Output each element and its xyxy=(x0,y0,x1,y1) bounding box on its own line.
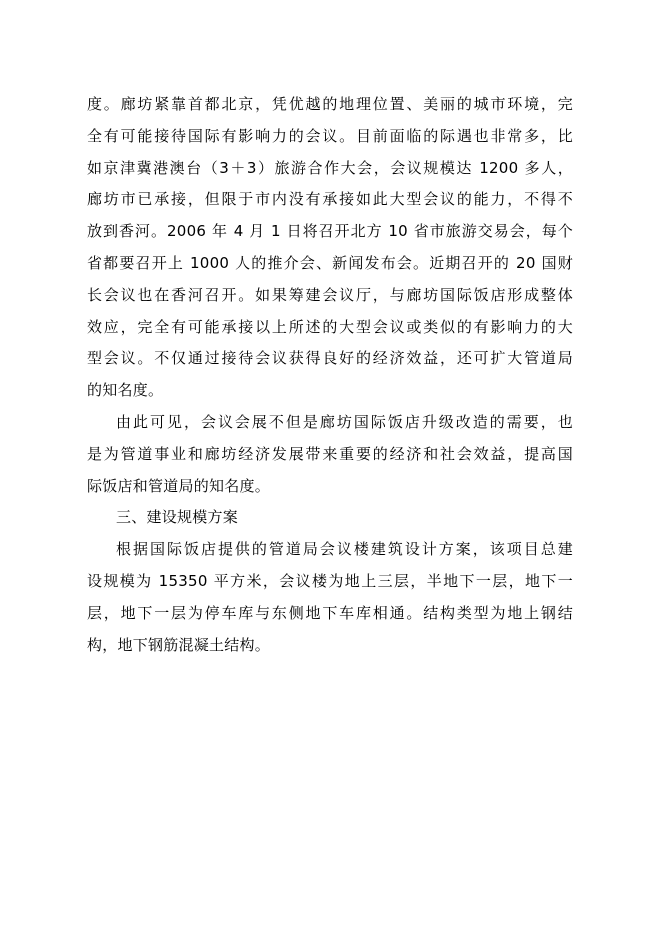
document-body xyxy=(87,89,573,661)
text-line: 构，地下钢筋混凝土结构。 xyxy=(87,635,271,654)
text-line: 层，地下一层为停车库与东侧地下车库相通。结构类型为地上钢结 xyxy=(87,603,573,622)
paragraph xyxy=(87,89,573,407)
text-line: 全有可能接待国际有影响力的会议。目前面临的际遇也非常多，比 xyxy=(87,126,573,145)
section-heading xyxy=(87,502,573,534)
text-line: 如京津冀港澳台（3＋3）旅游合作大会，会议规模达 1200 多人， xyxy=(87,158,573,177)
text-line: 设规模为 15350 平方米，会议楼为地上三层，半地下一层，地下一 xyxy=(87,571,573,590)
text-line: 根据国际饭店提供的管道局会议楼建筑设计方案，该项目总建 xyxy=(116,540,573,559)
paragraph xyxy=(87,534,573,661)
text-line: 三、建设规模方案 xyxy=(116,508,239,527)
text-line: 的知名度。 xyxy=(87,381,164,400)
paragraph xyxy=(87,407,573,502)
text-line: 由此可见，会议会展不但是廊坊国际饭店升级改造的需要，也 xyxy=(116,412,573,431)
text-line: 长会议也在香河召开。如果筹建会议厅，与廊坊国际饭店形成整体 xyxy=(87,285,573,304)
text-line: 省都要召开上 1000 人的推介会、新闻发布会。近期召开的 20 国财 xyxy=(87,253,573,272)
text-line: 放到香河。2006 年 4 月 1 日将召开北方 10 省市旅游交易会，每个 xyxy=(87,222,573,241)
text-line: 效应，完全有可能承接以上所述的大型会议或类似的有影响力的大 xyxy=(87,317,573,336)
text-line: 际饭店和管道局的知名度。 xyxy=(87,476,271,495)
text-line: 型会议。不仅通过接待会议获得良好的经济效益，还可扩大管道局 xyxy=(87,349,573,368)
text-line: 度。廊坊紧靠首都北京，凭优越的地理位置、美丽的城市环境，完 xyxy=(87,95,573,113)
text-line: 廊坊市已承接，但限于市内没有承接如此大型会议的能力，不得不 xyxy=(87,190,573,209)
text-line: 是为管道事业和廊坊经济发展带来重要的经济和社会效益，提高国 xyxy=(87,444,573,463)
